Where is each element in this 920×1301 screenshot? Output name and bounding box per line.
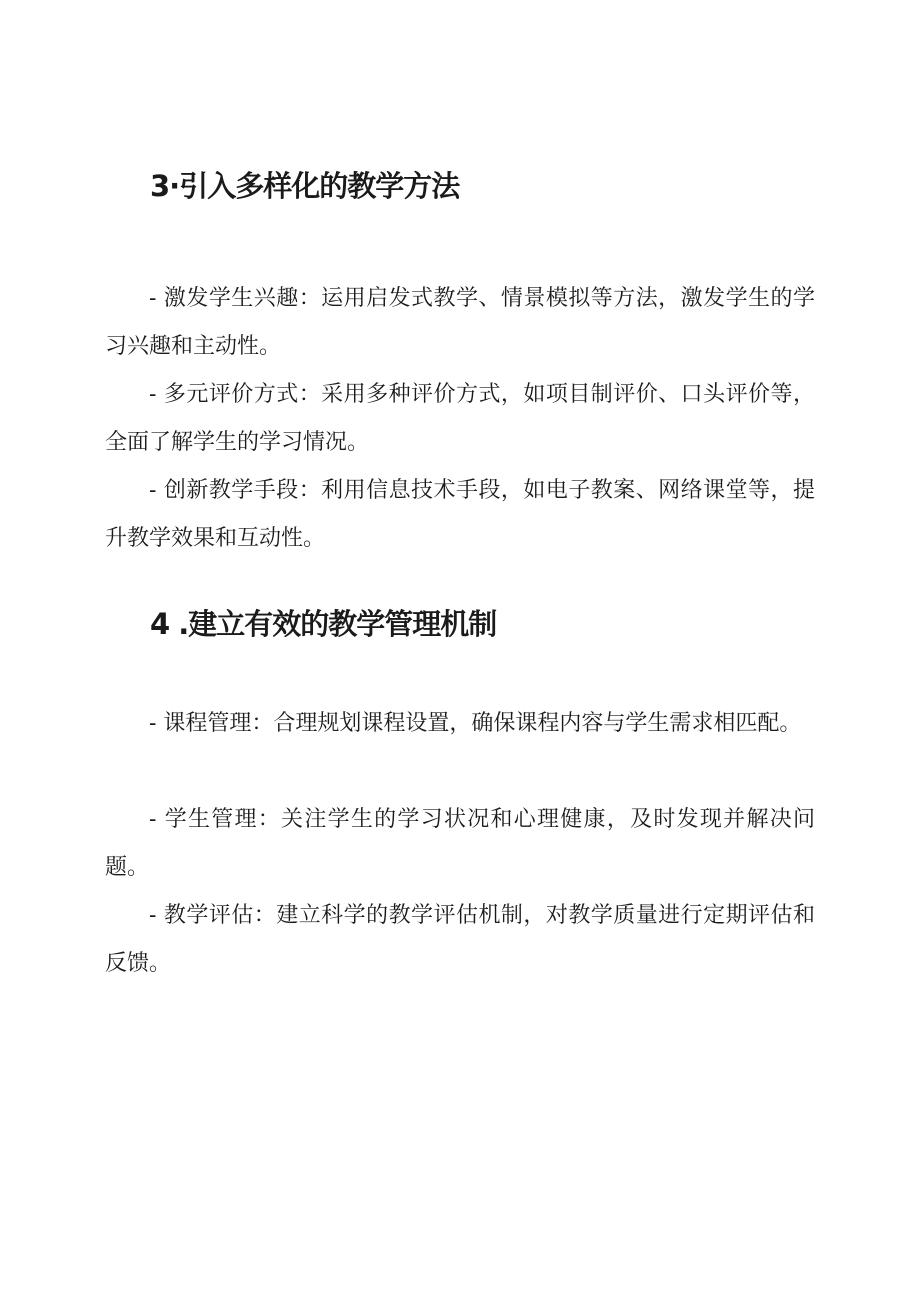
bullet-stimulate-interest: - 激发学生兴趣：运用启发式教学、情景模拟等方法，激发学生的学习兴趣和主动性。 <box>105 286 815 359</box>
bullet-teaching-evaluation: - 教学评估：建立科学的教学评估机制，对教学质量进行定期评估和反馈。 <box>105 903 815 976</box>
section-heading-teaching-methods: 3·引入多样化的教学方法 <box>150 169 460 203</box>
bullet-diverse-evaluation: - 多元评价方式：采用多种评价方式，如项目制评价、口头评价等，全面了解学生的学习情况。 <box>105 382 815 455</box>
bullet-student-management: - 学生管理：关注学生的学习状况和心理健康，及时发现并解决问题。 <box>105 807 815 880</box>
bullet-course-management: - 课程管理：合理规划课程设置，确保课程内容与学生需求相匹配。 <box>149 711 802 736</box>
bullet-innovative-means: - 创新教学手段：利用信息技术手段，如电子教案、网络课堂等，提升教学效果和互动性。 <box>105 478 815 551</box>
section-heading-management-mechanism: 4 .建立有效的教学管理机制 <box>150 607 497 641</box>
